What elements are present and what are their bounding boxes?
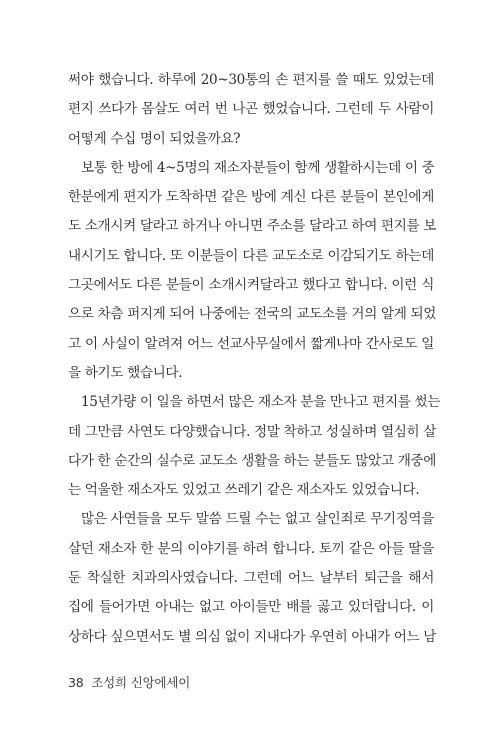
paragraph [68,388,441,505]
text-line: 그곳에서도 다른 분들이 소개시켜달라고 했다고 합니다. 이런 식 [68,277,434,294]
text-line: 15년가량 이 일을 하면서 많은 재소자 분을 만나고 편지를 썼는 [81,394,441,411]
text-line: 살던 재소자 한 분의 이야기를 하려 합니다. 토끼 같은 아들 딸을 [68,540,434,557]
text-line: 도 소개시켜 달라고 하거나 아니면 주소를 달라고 하여 편지를 보 [68,218,437,235]
text-line: 다가 한 순간의 실수로 교도소 생활을 하는 분들도 많았고 개중에 [68,452,437,469]
text-line: 어떻게 수십 명이 되었을까요? [68,130,241,147]
text-line: 써야 했습니다. 하루에 20~30통의 손 편지를 쓸 때도 있었는데 [68,72,434,88]
page-number: 38 [68,675,84,690]
text-line: 는 억울한 재소자도 있었고 쓰레기 같은 재소자도 있었습니다. [68,482,420,499]
text-line: 편지 쓰다가 몸살도 여러 번 나곤 했었습니다. 그런데 두 사람이 [68,101,434,118]
text-line: 고 이 사실이 알려져 어느 선교사무실에서 짧게나마 간사로도 일 [68,335,434,352]
paragraph [68,154,437,388]
paragraph [68,66,434,154]
text-line: 한분에게 편지가 도착하면 같은 방에 계신 다른 분들이 본인에게 [68,189,434,206]
body-text [68,66,441,652]
text-line: 집에 들어가면 아내는 없고 아이들만 배를 곯고 있더랍니다. 이 [68,599,434,616]
paragraph [68,505,437,651]
text-line: 데 그만큼 사연도 다양했습니다. 정말 착하고 성실하며 열심히 살 [68,423,437,440]
text-line: 으로 차츰 퍼지게 되어 나중에는 전국의 교도소를 거의 알게 되었 [68,306,437,323]
text-line: 보통 한 방에 4~5명의 재소자분들이 함께 생활하시는데 이 중 [81,159,435,176]
text-line: 내시기도 합니다. 또 이분들이 다른 교도소로 이감되기도 하는데 [68,247,434,264]
book-title: 조성희 신앙에세이 [91,675,191,690]
text-line: 상하다 싶으면서도 별 의심 없이 지내다가 우연히 아내가 어느 남 [68,628,437,645]
text-line: 둔 착실한 치과의사였습니다. 그런데 어느 날부터 퇴근을 해서 [68,570,434,587]
text-line: 을 하기도 했습니다. [68,364,183,381]
text-line: 많은 사연들을 모두 말씀 드릴 수는 없고 살인죄로 무기징역을 [81,511,434,528]
page-footer [68,673,190,691]
